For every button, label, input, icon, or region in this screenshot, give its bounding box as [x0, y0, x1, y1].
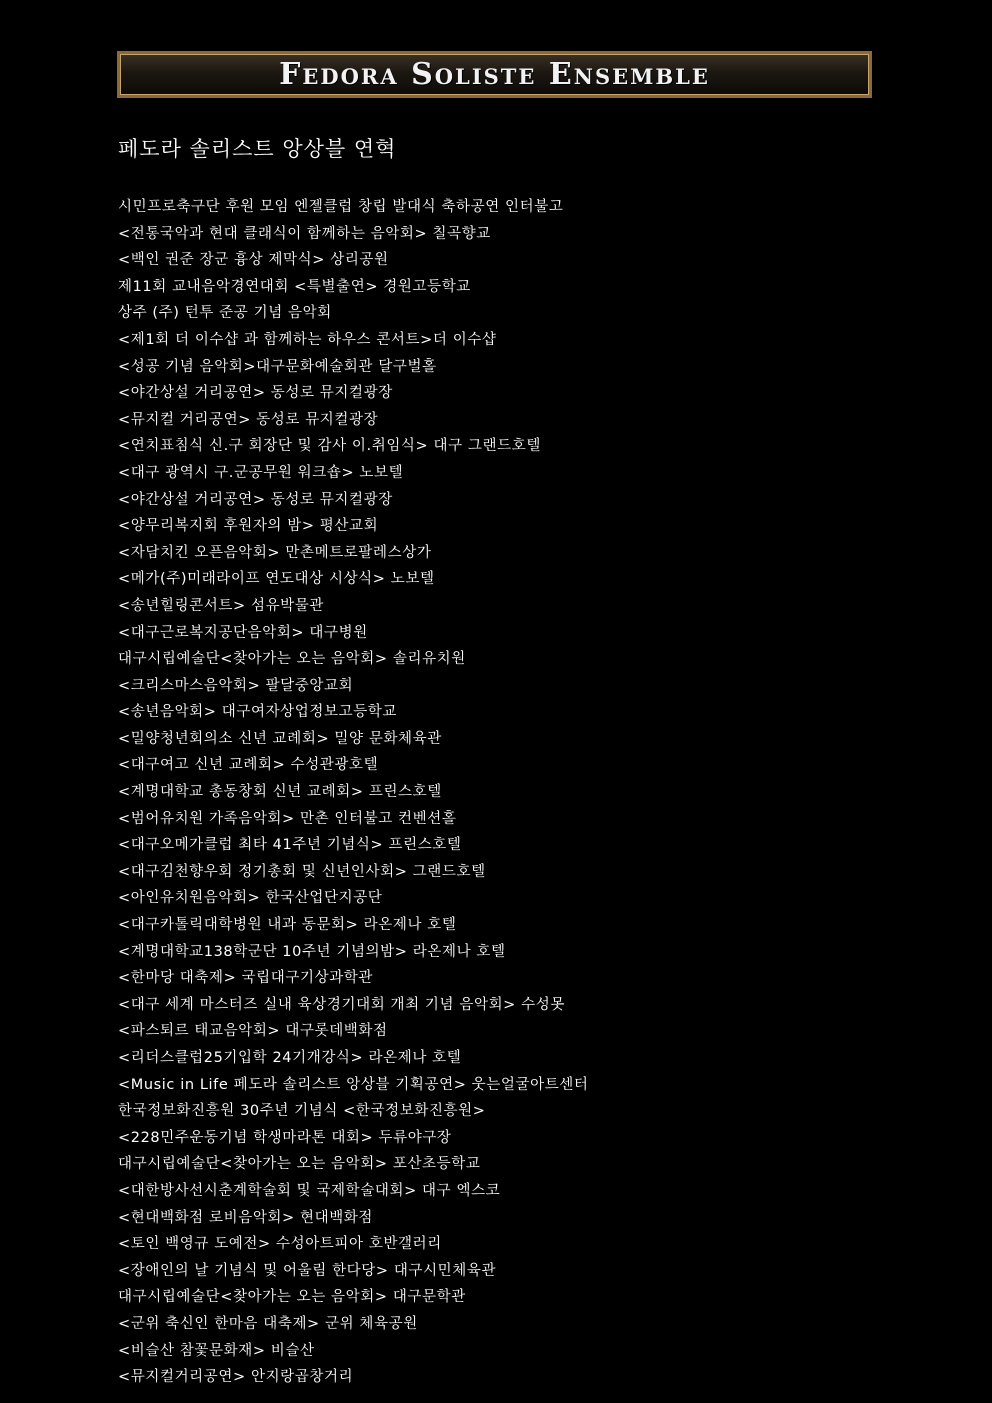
history-item: <아인유치원음악회> 한국산업단지공단: [118, 890, 383, 907]
history-item: <대구김천향우회 정기총회 및 신년인사회> 그랜드호텔: [118, 863, 486, 880]
history-item: <백인 권준 장군 흉상 제막식> 상리공원: [118, 252, 389, 269]
ensemble-banner: [117, 51, 872, 98]
history-item: <군위 축신인 한마음 대축제> 군위 체육공원: [118, 1315, 418, 1332]
history-item: <토인 백영규 도예전> 수성아트피아 호반갤러리: [118, 1236, 442, 1253]
history-item: <범어유치원 가족음악회> 만촌 인터불고 컨벤션홀: [118, 810, 457, 827]
history-item: <대구근로복지공단음악회> 대구병원: [118, 624, 368, 641]
history-item: 제11회 교내음악경연대회 <특별출연> 경원고등학교: [118, 278, 471, 295]
history-item: <대구 세계 마스터즈 실내 육상경기대회 개최 기념 음악회> 수성못: [118, 996, 565, 1013]
history-item: <전통국악과 현대 클래식이 함께하는 음악회> 칠곡향교: [118, 225, 491, 242]
history-item: 대구시립예술단<찾아가는 오는 음악회> 대구문학관: [118, 1289, 466, 1306]
history-item: <장애인의 날 기념식 및 어울림 한다당> 대구시민체육관: [118, 1262, 497, 1279]
history-item: <대한방사선시춘계학술회 및 국제학술대회> 대구 엑스코: [118, 1182, 501, 1199]
history-item: <대구여고 신년 교례회> 수성관광호텔: [118, 757, 379, 774]
history-item: 대구시립예술단<찾아가는 오는 음악회> 솔리유치원: [118, 651, 466, 668]
history-item: <송년힐링콘서트> 섬유박물관: [118, 597, 324, 614]
history-item: <대구오메가클럽 최타 41주년 기념식> 프린스호텔: [118, 837, 462, 854]
history-item: <대구 광역시 구.군공무원 워크숍> 노보텔: [118, 464, 404, 481]
history-item: <뮤지컬거리공연> 안지랑곱창거리: [118, 1369, 354, 1386]
page-title: 페도라 솔리스트 앙상블 연혁: [118, 137, 397, 161]
history-item: <뮤지컬 거리공연> 동성로 뮤지컬광장: [118, 411, 379, 428]
history-item: <송년음악회> 대구여자상업정보고등학교: [118, 704, 398, 721]
history-item: 시민프로축구단 후원 모임 엔젤클럽 창립 발대식 축하공연 인터불고: [118, 199, 564, 215]
history-item: <현대백화점 로비음악회> 현대백화점: [118, 1209, 374, 1226]
banner-title: Fedora Soliste Ensemble: [279, 57, 710, 92]
history-item: <228민주운동기념 학생마라톤 대회> 두류야구장: [118, 1129, 452, 1146]
history-item: <계명대학교138학군단 10주년 기념의밤> 라온제나 호텔: [118, 943, 506, 960]
history-item: <연치표침식 신.구 회장단 및 감사 이.취임식> 대구 그랜드호텔: [118, 438, 541, 455]
history-item: <자담치킨 오픈음악회> 만촌메트로팔레스상가: [118, 544, 432, 561]
history-item: <파스퇴르 태교음악회> 대구롯데백화점: [118, 1023, 388, 1040]
history-item: <계명대학교 총동창회 신년 교례회> 프린스호텔: [118, 784, 442, 801]
history-item: <한마당 대축제> 국립대구기상과학관: [118, 970, 374, 987]
history-item: <리더스클럽25기입학 24기개강식> 라온제나 호텔: [118, 1050, 462, 1066]
history-item: <메가(주)미래라이프 연도대상 시상식> 노보텔: [118, 571, 435, 588]
history-item: <성공 기념 음악회>대구문화예술회관 달구벌홀: [118, 358, 437, 375]
history-item: <Music in Life 페도라 솔리스트 앙상블 기획공연> 웃는얼굴아트센터: [118, 1076, 589, 1093]
history-item: <밀양청년회의소 신년 교례회> 밀양 문화체육관: [118, 730, 442, 747]
history-item: 상주 (주) 턴투 준공 기념 음악회: [118, 305, 332, 322]
history-list: [118, 194, 589, 1391]
history-item: <크리스마스음악회> 팔달중앙교회: [118, 677, 354, 694]
history-item: <비슬산 참꽃문화재> 비슬산: [118, 1342, 315, 1359]
history-item: <대구카톨릭대학병원 내과 동문회> 라온제나 호텔: [118, 917, 457, 934]
history-item: <야간상설 거리공연> 동성로 뮤지컬광장: [118, 491, 393, 508]
history-item: 대구시립예술단<찾아가는 오는 음악회> 포산초등학교: [118, 1156, 481, 1173]
history-item: <야간상설 거리공연> 동성로 뮤지컬광장: [118, 385, 393, 402]
history-item: <제1회 더 이수샵 과 함께하는 하우스 콘서트>더 이수샵: [118, 331, 497, 348]
history-item: 한국정보화진흥원 30주년 기념식 <한국정보화진흥원>: [118, 1103, 486, 1120]
history-item: <양무리복지회 후원자의 밤> 평산교회: [118, 518, 379, 535]
